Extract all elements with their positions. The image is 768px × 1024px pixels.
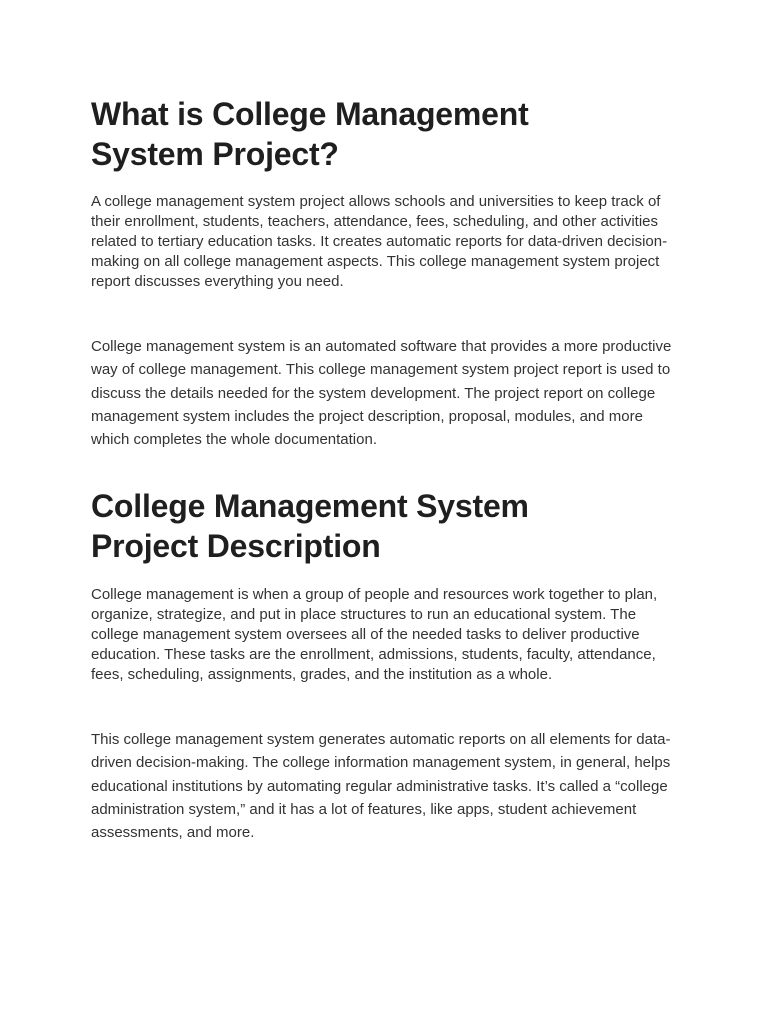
paragraph-college-management-definition: College management is when a group of people and resources work together to plan, organize, strategize, and put in place structures to run an educational system. The college management system oversees all of the needed tasks to deliver productive education. These tasks are the enrollment, admissions, students, faculty, attendance, fees, scheduling, assignments, grades, and the institution as a whole. bbox=[91, 586, 658, 683]
section-heading-what-is: What is College Management System Project? bbox=[91, 96, 529, 172]
paragraph-intro: A college management system project allows schools and universities to keep track of their enrollment, students, teachers, attendance, fees, scheduling, and other activities related to tertiary education tasks. It creates automatic reports for data-driven decision-making on all college management aspects. This college management system project report discusses everything you need. bbox=[91, 193, 668, 290]
section-heading-project-description: College Management System Project Description bbox=[91, 488, 529, 564]
paragraph-automatic-reports: This college management system generates automatic reports on all elements for data-driven decision-making. The college information management system, in general, helps educational institutions by automating regular administrative tasks. It’s called a “college administration system,” and it has a lot of features, like apps, student achievement assessments, and more. bbox=[91, 731, 671, 842]
paragraph-automated-software: College management system is an automated software that provides a more productive way of college management. This college management system project report is used to discuss the details needed for the system development. The project report on college management system includes the project description, proposal, modules, and more which completes the whole documentation. bbox=[91, 338, 672, 449]
